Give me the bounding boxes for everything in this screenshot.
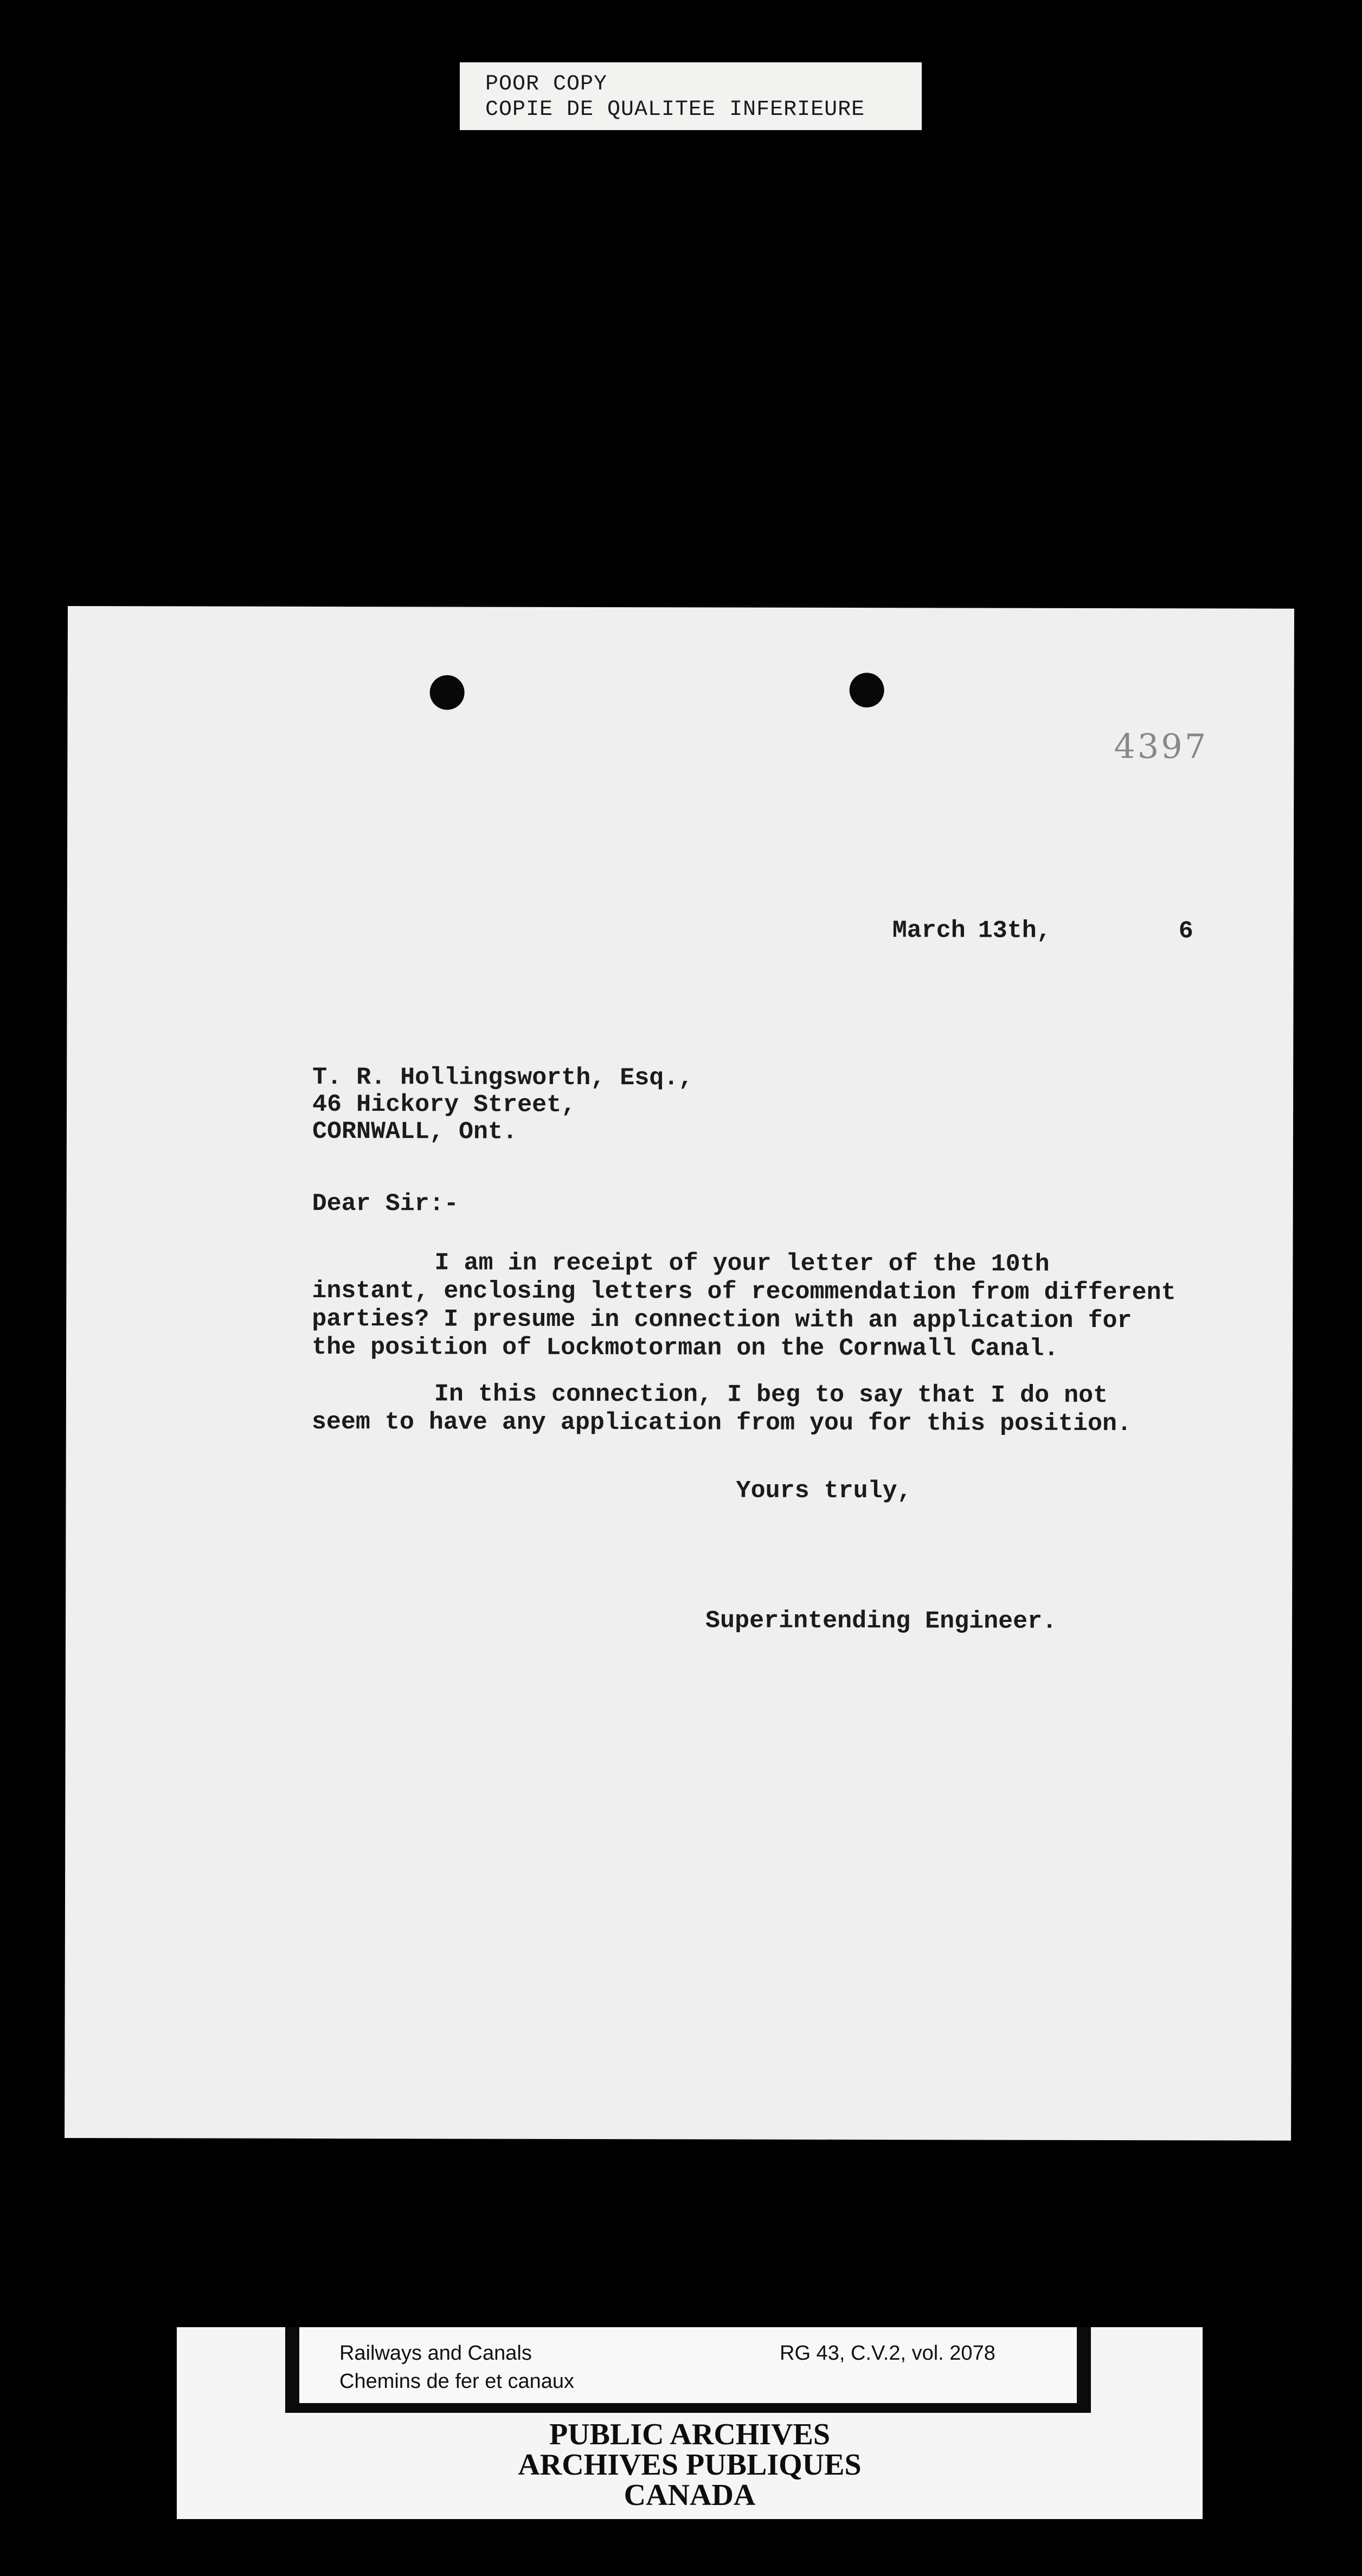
stamp-title-line-3: CANADA <box>624 2478 756 2512</box>
recipient-address <box>312 1064 693 1146</box>
paragraph-1-line-3: parties? I presume in connection with an application for <box>312 1305 1132 1335</box>
recipient-city: CORNWALL, Ont. <box>312 1117 518 1146</box>
signature-title: Superintending Engineer. <box>705 1607 1057 1635</box>
poor-copy-label <box>460 62 922 130</box>
salutation: Dear Sir:- <box>312 1189 459 1218</box>
stamp-title-line-1: PUBLIC ARCHIVES <box>549 2418 831 2451</box>
paragraph-1-line-2: instant, enclosing letters of recommendation from different <box>312 1277 1176 1307</box>
stamp-reference: RG 43, C.V.2, vol. 2078 <box>780 2342 995 2365</box>
archive-number: 4397 <box>1114 726 1209 767</box>
stamp-reference-box <box>285 2327 1091 2413</box>
paragraph-1-line-4: the position of Lockmotorman on the Cornwall Canal. <box>312 1333 1059 1363</box>
punch-hole-left <box>430 675 465 710</box>
poor-copy-line-en: POOR COPY <box>485 72 608 96</box>
letter-page <box>65 606 1294 2141</box>
letter-date-suffix: 6 <box>1178 917 1193 945</box>
stamp-department <box>339 2339 574 2395</box>
department-english: Railways and Canals <box>339 2342 532 2365</box>
stamp-title-line-2: ARCHIVES PUBLIQUES <box>518 2448 862 2482</box>
paragraph-1-line-1: I am in receipt of your letter of the 10th <box>434 1249 1050 1278</box>
punch-hole-right <box>850 673 884 707</box>
archive-stamp <box>177 2327 1203 2519</box>
recipient-name: T. R. Hollingsworth, Esq., <box>312 1063 693 1092</box>
letter-date: March 13th, <box>892 917 1051 945</box>
closing: Yours truly, <box>736 1477 912 1505</box>
department-french: Chemins de fer et canaux <box>339 2370 575 2393</box>
paragraph-2-line-2: seem to have any application from you for this position. <box>311 1408 1132 1438</box>
poor-copy-line-fr: COPIE DE QUALITEE INFERIEURE <box>485 98 865 122</box>
recipient-street: 46 Hickory Street, <box>312 1090 576 1119</box>
stamp-title <box>177 2419 1203 2510</box>
paragraph-2-line-1: In this connection, I beg to say that I do not <box>434 1380 1108 1410</box>
letter-body <box>312 1249 1176 1438</box>
